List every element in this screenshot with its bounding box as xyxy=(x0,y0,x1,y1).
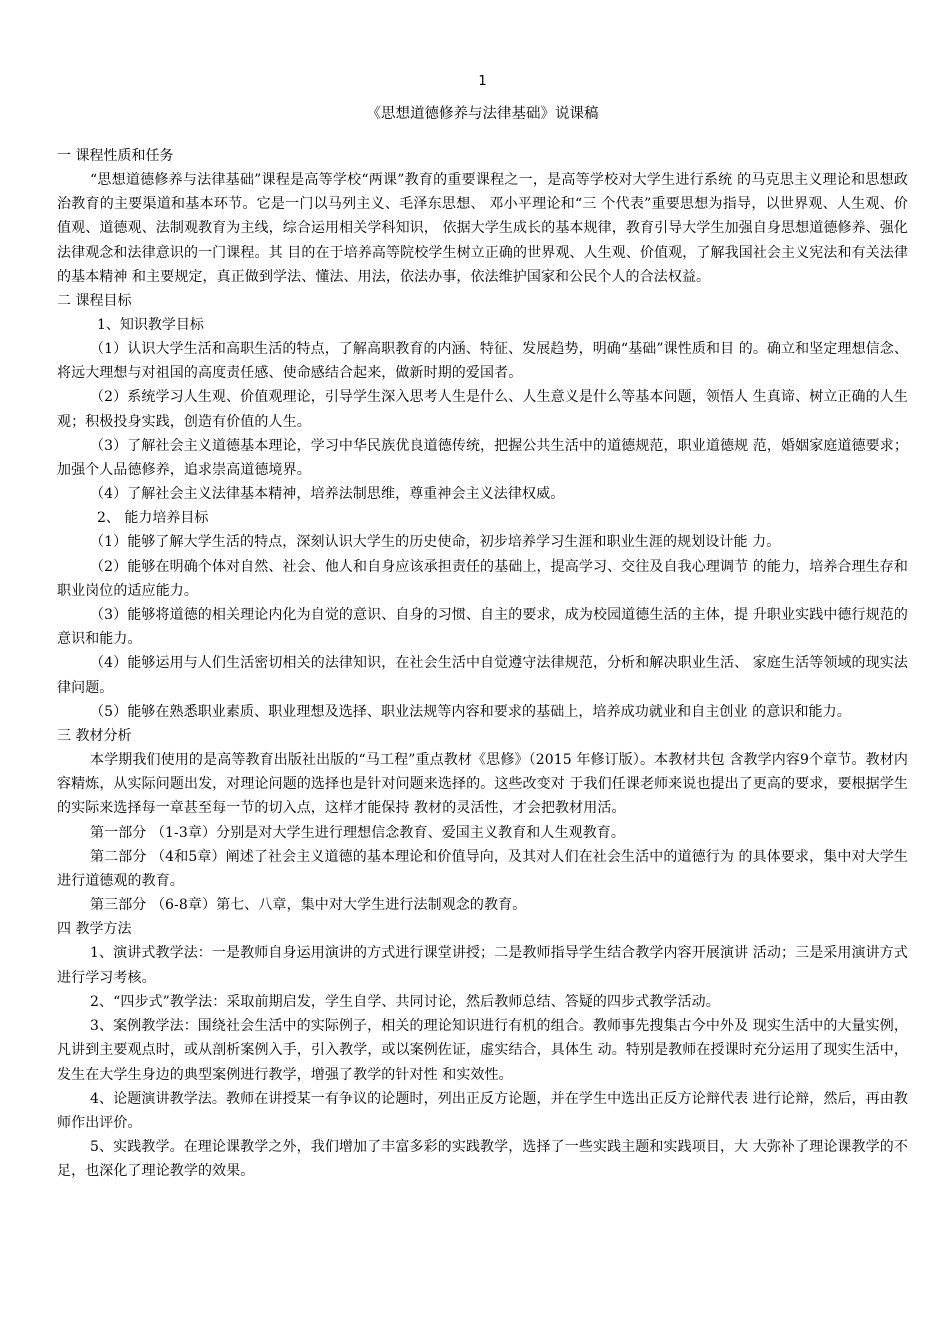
knowledge-goal-item: （1）认识大学生活和高职生活的特点，了解高职教育的内涵、特征、发展趋势，明确“基础”课性质和目 的。确立和坚定理想信念、将远大理想与对祖国的高度责任感、使命感结合起来，做新时期的爱国者。 xyxy=(57,341,908,382)
subheading-ability-goals: 2、 能力培养目标 xyxy=(97,510,209,527)
knowledge-goal-item: （2）系统学习人生观、价值观理论，引导学生深入思考人生是什么、人生意义是什么等基本问题，领悟人 生真谛、树立正确的人生观；积极投身实践，创造有价值的人生。 xyxy=(57,389,908,430)
ability-goal-item: （2）能够在明确个体对自然、社会、他人和自身应该承担责任的基础上，提高学习、交往及自我心理调节 的能力，培养合理生存和职业岗位的适应能力。 xyxy=(57,558,908,599)
textbook-part: 第二部分 （4和5章）阐述了社会主义道德的基本理论和价值导向，及其对人们在社会生活中的道德行为 的具体要求，集中对大学生进行道德观的教育。 xyxy=(57,848,908,890)
ability-goal-item: （1）能够了解大学生活的特点，深刻认识大学生的历史使命，初步培养学习生涯和职业生涯的规划设计能 力。 xyxy=(90,534,781,551)
teaching-method-item: 3、案例教学法：围绕社会生活中的实际例子，相关的理论知识进行有机的组合。教师事先搜集古今中外及 现实生活中的大量实例，凡讲到主要观点时，或从剖析案例入手，引入教学，或以案例佐证，虚实结合，具体生 动。特别是教师在授课时充分运用了现实生活中，发生在大学生身边的典型案例进行教学，增强了教学的针对性 和实效性。 xyxy=(57,1018,908,1083)
knowledge-goal-item: （3）了解社会主义道德基本理论，学习中华民族优良道德传统，把握公共生活中的道德规范，职业道德规 范，婚姻家庭道德要求；加强个人品德修养，追求崇高道德境界。 xyxy=(57,437,908,479)
subheading-knowledge-goals: 1、知识教学目标 xyxy=(97,317,204,334)
document-page xyxy=(57,70,908,1184)
knowledge-goal-item: （4）了解社会主义法律基本精神，培养法制思维，尊重神会主义法律权威。 xyxy=(90,486,565,503)
teaching-method-item: 1、演讲式教学法：一是教师自身运用演讲的方式进行课堂讲授；二是教师指导学生结合教学内容开展演讲 活动；三是采用演讲方式进行学习考核。 xyxy=(57,945,908,986)
section-1-paragraph: “思想道德修养与法律基础”课程是高等学校“两课”教育的重要课程之一，是高等学校对大学生进行系统 的马克思主义理论和思想政治教育的主要渠道和基本环节。它是一门以马列主义、毛泽东思想、 邓小平理论和“三 个代表”重要思想为指导，以世界观、人生观、价值观、道德观、法制观教育为主线，综合运用相关学科知识， 依据大学生成长的基本规律，教育引导大学生加强自身思想道德修养、强化法律观念和法律意识的一门课程。其 目的在于培养高等院校学生树立正确的世界观、人生观、价值观，了解我国社会主义宪法和有关法律的基本精神 和主要规定，真正做到学法、懂法、用法，依法办事，依法维护国家和公民个人的合法权益。 xyxy=(57,172,908,285)
section-heading-1: 一 课程性质和任务 xyxy=(57,148,174,164)
textbook-paragraph: 本学期我们使用的是高等教育出版社出版的“马工程”重点教材《思修》（2015 年修订版）。本教材共包 含教学内容9个章节。教材内容精炼，从实际问题出发，对理论问题的选择也是针对问题来选择的。这些改变对 于我们任课老师来说也提出了更高的要求，要根据学生的实际来选择每一章甚至每一节的切入点，这样才能保持 教材的灵活性，才会把教材用活。 xyxy=(57,752,908,817)
ability-goal-item: （4）能够运用与人们生活密切相关的法律知识，在社会生活中自觉遵守法律规范，分析和解决职业生活、 家庭生活等领域的现实法律问题。 xyxy=(57,655,908,696)
document-title: 《思想道德修养与法律基础》说课稿 xyxy=(366,106,599,122)
page-number: 1 xyxy=(478,74,487,89)
section-heading-4: 四 教学方法 xyxy=(57,921,132,938)
section-heading-3: 三 教材分析 xyxy=(57,728,132,745)
ability-goal-item: （3）能够将道德的相关理论内化为自觉的意识、自身的习惯、自主的要求，成为校园道德生活的主体，提 升职业实践中德行规范的意识和能力。 xyxy=(57,607,908,648)
ability-goal-item: （5）能够在熟悉职业素质、职业理想及选择、职业法规等内容和要求的基础上，培养成功就业和自主创业 的意识和能力。 xyxy=(90,703,851,720)
teaching-method-item: 5、实践教学。在理论课教学之外，我们增加了丰富多彩的实践教学，选择了一些实践主题和实践项目，大 大弥补了理论课教学的不足，也深化了理论教学的效果。 xyxy=(57,1139,908,1180)
textbook-part: 第一部分 （1-3章）分别是对大学生进行理想信念教育、爱国主义教育和人生观教育。 xyxy=(90,824,625,841)
section-heading-2: 二 课程目标 xyxy=(57,293,132,310)
teaching-method-item: 2、“四步式”教学法：采取前期启发，学生自学、共同讨论，然后教师总结、答疑的四步式教学活动。 xyxy=(90,993,720,1010)
teaching-method-item: 4、论题演讲教学法。教师在讲授某一有争议的论题时，列出正反方论题，并在学生中选出正反方论辩代表 进行论辩，然后，再由教师作出评价。 xyxy=(57,1090,908,1131)
textbook-part: 第三部分 （6-8章）第七、八章，集中对大学生进行法制观念的教育。 xyxy=(90,897,527,914)
